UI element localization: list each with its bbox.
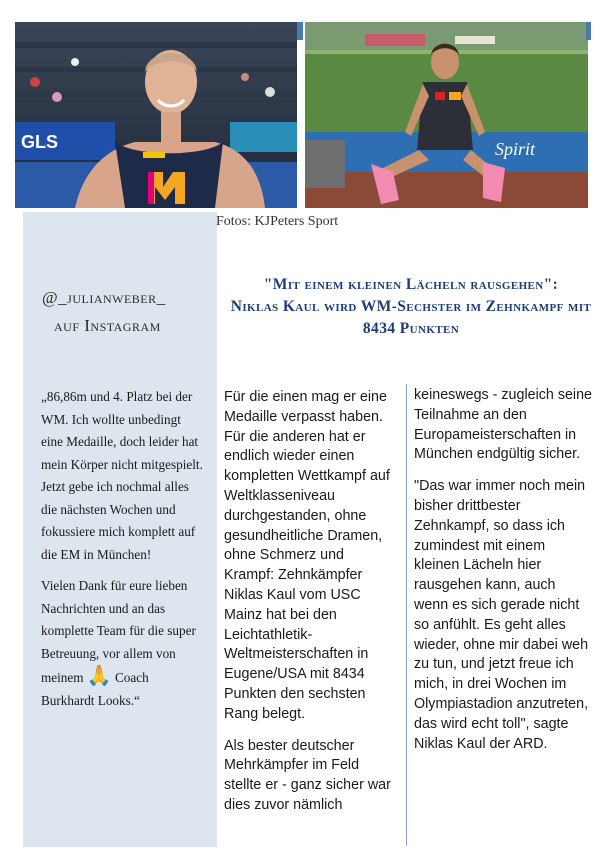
praying-hands-icon: 🙏	[86, 665, 112, 687]
headline-line-1: "Mit einem kleinen Lächeln rausgehen":	[263, 276, 559, 293]
column-divider	[406, 384, 407, 846]
article-paragraph: keineswegs - zugleich seine Teilnahme an den Europameisterschaften in München endgültig sicher.	[414, 387, 593, 463]
svg-text:Spirit: Spirit	[495, 139, 536, 159]
photo-niklas-kaul	[305, 22, 588, 208]
instagram-handle: @_julianweber_	[42, 288, 166, 307]
article-headline	[228, 274, 594, 340]
article-column-1	[224, 388, 396, 828]
photo-accent-bar-right	[586, 22, 591, 40]
instagram-label: auf Instagram	[54, 316, 161, 335]
headline-line-2: Niklas Kaul wird WM-Sechster im Zehnkampf mit 8434 Punkten	[230, 298, 592, 337]
instagram-quote	[41, 386, 203, 721]
quote-paragraph-2-text: Vielen Dank für eure lieben Nachrichten und an das komplette Team für die super Betreuung, vor allem von meinem	[41, 578, 196, 685]
article-paragraph: Für die einen mag er eine Medaille verpasst haben. Für die anderen hat er endlich wieder einen kompletten Wettkampf auf Weltklasseniveau durchgestanden, ohne gesundheitliche Dramen, ohne Schmerz und Krampf: Zehnkämpfer Niklas Kaul vom USC Mainz hat bei den Leichtathletik-Weltmeisterschaften in Eugene/USA mit 8434 Punkten den sechsten Rang belegt.	[224, 389, 390, 722]
quote-paragraph-2-end: Coach Burkhardt Looks.“	[41, 670, 149, 708]
article-paragraph: "Das war immer noch mein bisher drittbester Zehnkampf, so dass ich zumindest mit einem kleinen Lächeln hier rausgehen kann, auch wenn es sich gerade nicht so anfühlt. Es geht alles wieder, ohne mir dabei weh zu tun, und jetzt freue ich mich, in drei Wochen im Olympiastadion anzutreten, das wird echt toll", sagte Niklas Kaul der ARD.	[414, 478, 589, 752]
article-column-2	[414, 386, 592, 766]
quote-paragraph-2	[41, 575, 203, 712]
svg-text:GLS: GLS	[21, 132, 59, 152]
article-paragraph: Als bester deutscher Mehrkämpfer im Feld stellte er - ganz sicher war dies zuvor nämlich	[224, 737, 391, 813]
quote-paragraph-1: „86,86m und 4. Platz bei der WM. Ich wollte unbedingt eine Medaille, doch leider hat mein Körper nicht mitgespielt. Jetzt gebe ich nochmal alles die nächsten Wochen und fokussiere mich komplett auf die EM in München!	[41, 389, 203, 562]
photo-caption: Fotos: KJPeters Sport	[216, 214, 339, 229]
photo-accent-bar	[297, 22, 303, 40]
photo-julian-weber	[15, 22, 297, 208]
